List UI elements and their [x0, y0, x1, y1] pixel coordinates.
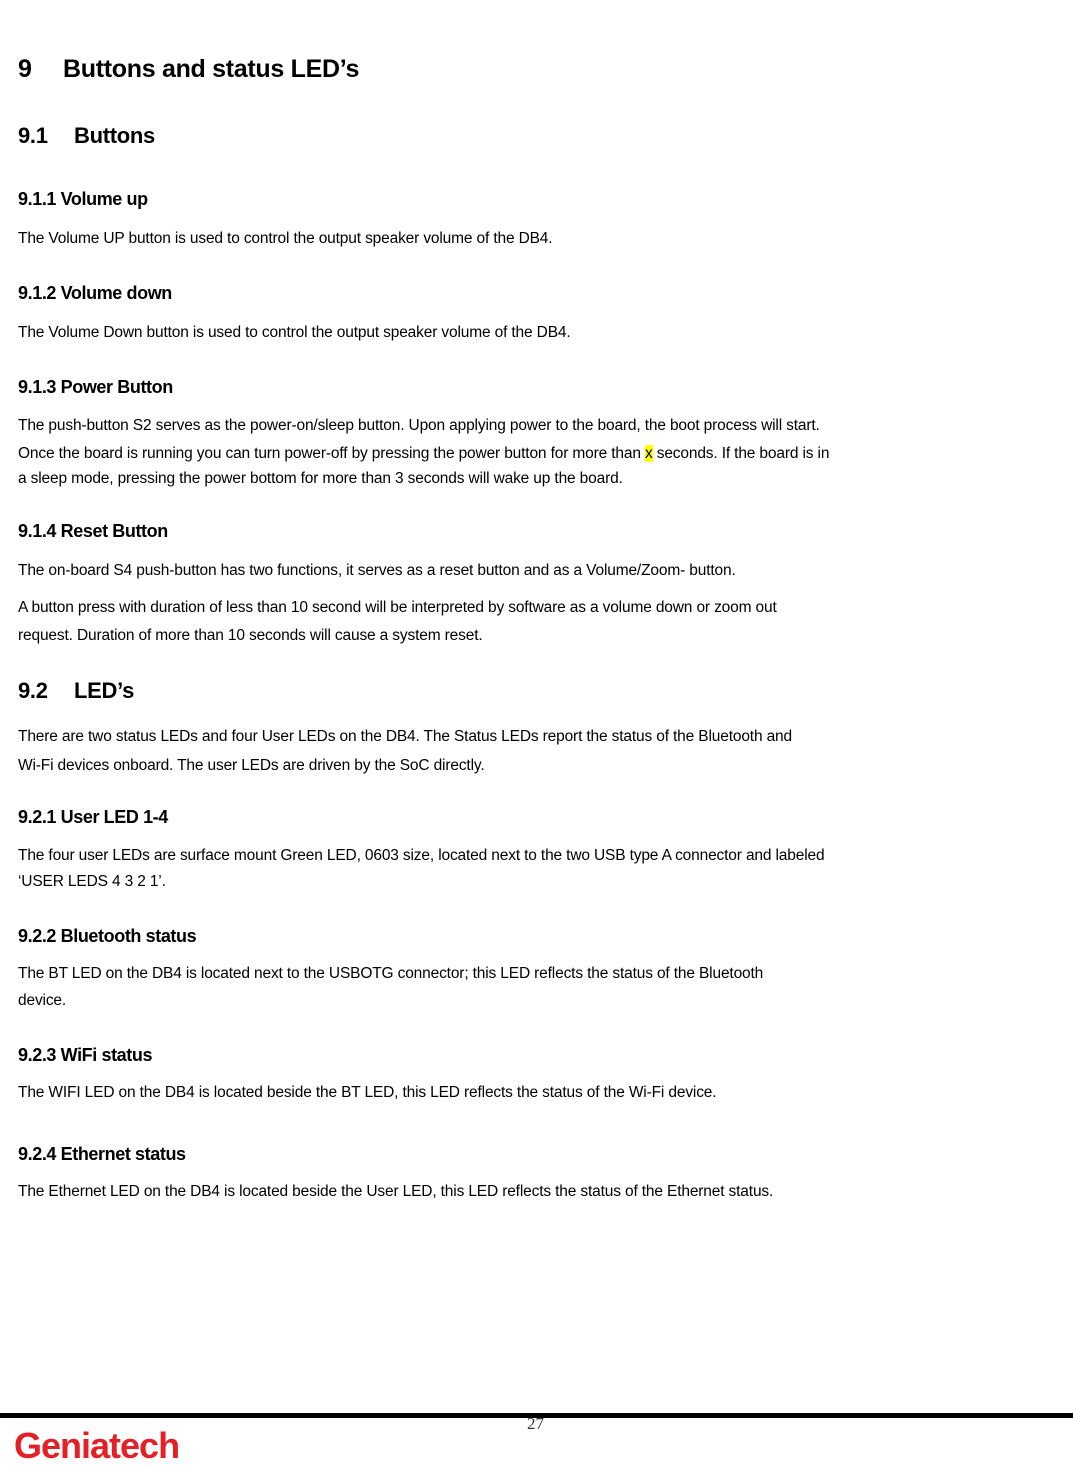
- paragraph-bluetooth-line-2: device.: [18, 992, 67, 1009]
- paragraph-reset-line-3: request. Duration of more than 10 seconds will cause a system reset.: [18, 627, 483, 644]
- section-heading-leds: [18, 678, 134, 704]
- subsection-heading-volume-down: 9.1.2 Volume down: [18, 283, 172, 303]
- geniatech-logo: Geniatech: [14, 1425, 180, 1466]
- paragraph-leds-intro-line-1: There are two status LEDs and four User LEDs on the DB4. The Status LEDs report the status of the Bluetooth and: [18, 728, 792, 745]
- paragraph-user-led-line-2: ‘USER LEDS 4 3 2 1’.: [18, 873, 166, 890]
- section-number: 9.2: [18, 678, 48, 703]
- paragraph-bluetooth-line-1: The BT LED on the DB4 is located next to the USBOTG connector; this LED reflects the status of the Bluetooth: [18, 965, 764, 982]
- page-number: 27: [527, 1414, 544, 1433]
- paragraph-volume-up: The Volume UP button is used to control the output speaker volume of the DB4.: [18, 230, 553, 247]
- paragraph-leds-intro-line-2: Wi-Fi devices onboard. The user LEDs are driven by the SoC directly.: [18, 757, 485, 774]
- subsection-heading-ethernet: 9.2.4 Ethernet status: [18, 1144, 186, 1164]
- power-line-2-end: seconds. If the board is in: [652, 445, 830, 462]
- section-number: 9.1: [18, 123, 48, 148]
- section-title: LED’s: [74, 678, 135, 703]
- subsection-heading-volume-up: 9.1.1 Volume up: [18, 189, 148, 209]
- paragraph-reset-line-1: The on-board S4 push-button has two functions, it serves as a reset button and as a Volume/Zoom- button.: [18, 562, 736, 579]
- paragraph-volume-down: The Volume Down button is used to control the output speaker volume of the DB4.: [18, 324, 571, 341]
- paragraph-wifi: The WIFI LED on the DB4 is located beside the BT LED, this LED reflects the status of the Wi-Fi device.: [18, 1084, 717, 1101]
- chapter-number: 9: [18, 55, 32, 83]
- paragraph-user-led-line-1: The four user LEDs are surface mount Green LED, 0603 size, located next to the two USB type A connector and labeled: [18, 847, 825, 864]
- subsection-heading-wifi: 9.2.3 WiFi status: [18, 1045, 153, 1065]
- paragraph-power-line-2: [18, 445, 829, 463]
- section-heading-buttons: [18, 123, 155, 149]
- section-title: Buttons: [74, 123, 155, 148]
- power-line-2-start: Once the board is running you can turn power-off by pressing the power button for more than: [18, 445, 645, 462]
- highlighted-placeholder: x: [644, 445, 653, 462]
- subsection-heading-user-led: 9.2.1 User LED 1-4: [18, 807, 168, 827]
- subsection-heading-reset-button: 9.1.4 Reset Button: [18, 521, 168, 541]
- paragraph-ethernet: The Ethernet LED on the DB4 is located beside the User LED, this LED reflects the status of the Ethernet status.: [18, 1183, 774, 1200]
- subsection-heading-power-button: 9.1.3 Power Button: [18, 377, 173, 397]
- subsection-heading-bluetooth: 9.2.2 Bluetooth status: [18, 926, 197, 946]
- paragraph-power-line-1: The push-button S2 serves as the power-on/sleep button. Upon applying power to the board, the boot process will start.: [18, 417, 820, 434]
- chapter-title: Buttons and status LED’s: [63, 55, 360, 83]
- paragraph-power-line-3: a sleep mode, pressing the power bottom for more than 3 seconds will wake up the board.: [18, 470, 623, 487]
- chapter-heading: [18, 55, 359, 84]
- paragraph-reset-line-2: A button press with duration of less than 10 second will be interpreted by software as a volume down or zoom out: [18, 599, 777, 616]
